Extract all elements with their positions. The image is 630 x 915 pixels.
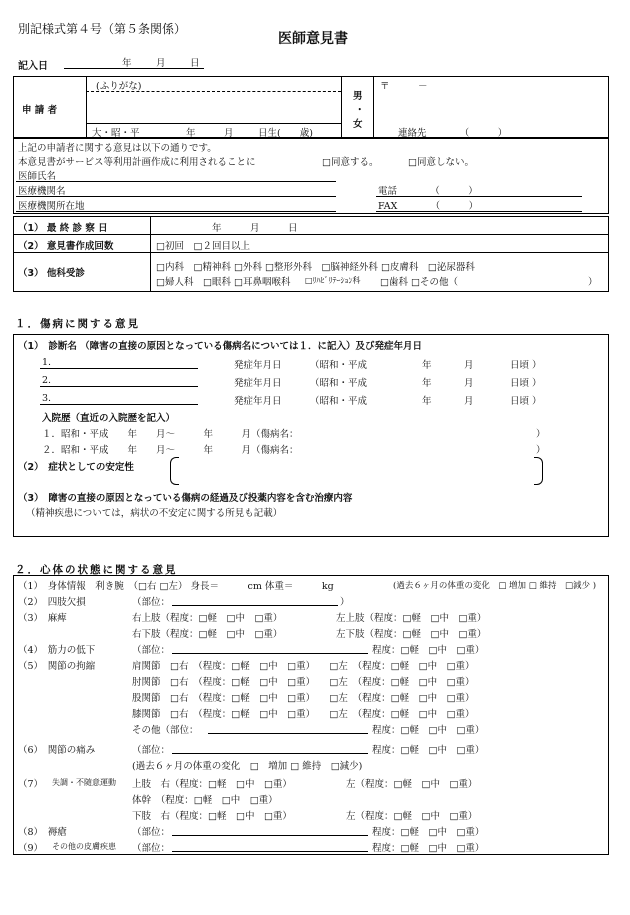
- skin-disease-label: その他の皮膚疾患: [52, 842, 116, 851]
- report-count-label: （2） 意見書作成回数: [18, 241, 114, 252]
- joint-pain-part: （部位：: [132, 745, 171, 756]
- onset-label-1: 発症年月日: [234, 360, 282, 371]
- limb-loss-close: ）: [340, 597, 350, 608]
- muscle-weakness-degree[interactable]: 程度：□軽 □中 □重）: [372, 645, 485, 656]
- form-number: 別記様式第４号（第５条関係）: [18, 22, 187, 36]
- treatment-label: （3） 障害の直接の原因となっている傷病の経過及び投薬内容を含む治療内容: [18, 493, 353, 504]
- stability-bracket-right: [534, 457, 543, 485]
- muscle-weakness-part: （部位：: [132, 645, 171, 656]
- onset-era-3[interactable]: （昭和・平成: [310, 396, 368, 407]
- body-info-line[interactable]: （1） 身体情報 利き腕 （□右 □左） 身長＝ cm 体重＝ kg: [18, 581, 334, 592]
- entry-date-field[interactable]: [64, 68, 204, 69]
- diagnosis-2: 2.: [42, 375, 52, 386]
- birth-era: 大・昭・平: [92, 128, 140, 139]
- other-dept-options-2a[interactable]: □婦人科 □眼科 □耳鼻咽喉科: [156, 277, 291, 288]
- joint-pain-degree[interactable]: 程度：□軽 □中 □重）: [372, 745, 485, 756]
- phone-field[interactable]: [376, 196, 582, 197]
- ataxia-upper-right[interactable]: 上肢 右（程度：□軽 □中 □重）: [132, 779, 292, 790]
- joint-other-field[interactable]: [208, 733, 368, 734]
- joint-shoulder[interactable]: 肩関節 □右 （程度：□軽 □中 □重） □左 （程度：□軽 □中 □重）: [132, 661, 475, 672]
- institution-field[interactable]: [16, 196, 336, 197]
- ataxia-num: （7）: [18, 779, 44, 790]
- joint-pain-label: （6） 関節の痛み: [18, 745, 96, 756]
- muscle-weakness-label: （4） 筋力の低下: [18, 645, 96, 656]
- consent-disagree-checkbox[interactable]: □同意しない。: [408, 157, 474, 168]
- report-count-options[interactable]: □初回 □２回目以上: [156, 241, 250, 252]
- skin-disease-degree[interactable]: 程度：□軽 □中 □重）: [372, 843, 485, 854]
- ataxia-trunk[interactable]: 体幹 （程度：□軽 □中 □重）: [132, 795, 278, 806]
- birth-month: 月: [224, 128, 234, 139]
- doctor-name-label: 医師氏名: [18, 171, 57, 182]
- joint-knee[interactable]: 膝関節 □右 （程度：□軽 □中 □重） □左 （程度：□軽 □中 □重）: [132, 709, 475, 720]
- fax-label[interactable]: FAX （ ）: [378, 201, 479, 212]
- ataxia-label: 失調・不随意運動: [52, 778, 116, 787]
- onset-year-2: 年: [422, 378, 432, 389]
- ataxia-lower-right[interactable]: 下肢 右（程度：□軽 □中 □重）: [132, 811, 292, 822]
- stability-label: （2） 症状としての安定性: [18, 462, 134, 473]
- sex-male[interactable]: 男: [353, 91, 363, 102]
- joint-pain-note[interactable]: (過去６ヶ月の体重の変化 □ 増加 □ 維持 □減少): [132, 761, 363, 772]
- entry-year: 年: [122, 58, 132, 69]
- entry-day: 日: [190, 58, 200, 69]
- paralysis-label: （3） 麻痺: [18, 613, 67, 624]
- stability-field[interactable]: [180, 460, 530, 482]
- hospitalization-heading: 入院歴（直近の入院歴を記入）: [42, 413, 176, 424]
- onset-month-3: 月: [464, 396, 474, 407]
- applicant-label: 申 請 者: [22, 105, 58, 116]
- limb-loss-field[interactable]: [172, 605, 338, 606]
- limb-loss-part: （部位：: [132, 597, 171, 608]
- diagnosis-3-field[interactable]: [40, 404, 198, 405]
- stability-bracket-left: [170, 457, 179, 485]
- entry-date-label: 記入日: [18, 61, 48, 72]
- postal-code[interactable]: 〒 －: [380, 81, 428, 92]
- bedsore-part: （部位：: [132, 827, 171, 838]
- birth-year: 年: [186, 128, 196, 139]
- ataxia-lower-left[interactable]: 左（程度：□軽 □中 □重）: [346, 811, 478, 822]
- onset-era-1[interactable]: （昭和・平成: [310, 360, 368, 371]
- onset-day-3: 日頃 ）: [510, 396, 542, 407]
- furigana-label[interactable]: (ふりがな): [96, 81, 142, 92]
- onset-year-3: 年: [422, 396, 432, 407]
- consent-line1: 上記の申請者に関する意見は以下の通りです。: [18, 143, 217, 154]
- onset-month-2: 月: [464, 378, 474, 389]
- diagnosis-heading: （1） 診断名 （障害の直接の原因となっている傷病名については１．に記入）及び発症年月日: [18, 341, 422, 352]
- bedsore-degree[interactable]: 程度：□軽 □中 □重）: [372, 827, 485, 838]
- bedsore-label: （8） 褥瘡: [18, 827, 67, 838]
- skin-disease-part: （部位：: [132, 843, 171, 854]
- other-dept-options-1[interactable]: □内科 □精神科 □外科 □整形外科 □脳神経外科 □皮膚科 □泌尿器科: [156, 262, 475, 273]
- joint-elbow[interactable]: 肘関節 □右 （程度：□軽 □中 □重） □左 （程度：□軽 □中 □重）: [132, 677, 475, 688]
- joint-hip[interactable]: 股関節 □右 （程度：□軽 □中 □重） □左 （程度：□軽 □中 □重）: [132, 693, 475, 704]
- sex-female[interactable]: 女: [353, 119, 363, 130]
- onset-day-2: 日頃 ）: [510, 378, 542, 389]
- hospitalization-1-close: ）: [536, 429, 546, 440]
- weight-change-note[interactable]: (過去６ヶ月の体重の変化 □ 増加 □ 維持 □減少 ): [393, 581, 597, 591]
- onset-label-2: 発症年月日: [234, 378, 282, 389]
- sex-dot: ・: [355, 105, 365, 116]
- treatment-field[interactable]: [20, 518, 605, 534]
- joint-other: その他（部位：: [132, 725, 199, 736]
- other-dept-label: （3） 他科受診: [18, 268, 85, 279]
- onset-day-1: 日頃 ）: [510, 360, 542, 371]
- onset-era-2[interactable]: （昭和・平成: [310, 378, 368, 389]
- hospitalization-1[interactable]: １．昭和・平成 年 月～ 年 月（傷病名：: [42, 429, 299, 440]
- onset-year-1: 年: [422, 360, 432, 371]
- ataxia-upper-left[interactable]: 左（程度：□軽 □中 □重）: [346, 779, 478, 790]
- other-dept-options-2c[interactable]: □歯科 □その他（: [380, 277, 458, 288]
- last-exam-label: （1） 最 終 診 察 日: [18, 223, 108, 234]
- section1-title: １．傷病に関する意見: [15, 318, 140, 330]
- skin-disease-field[interactable]: [172, 851, 368, 852]
- consent-agree-checkbox[interactable]: □同意する。: [322, 157, 379, 168]
- bedsore-field[interactable]: [172, 835, 368, 836]
- hospitalization-2-close: ）: [536, 445, 546, 456]
- contact-label[interactable]: 連絡先 （ ）: [398, 128, 508, 139]
- section2-title: ２．心体の状態に関する意見: [15, 564, 178, 576]
- diagnosis-1-field[interactable]: [40, 368, 198, 369]
- onset-month-1: 月: [464, 360, 474, 371]
- onset-label-3: 発症年月日: [234, 396, 282, 407]
- paralysis-right-arm[interactable]: 右上肢（程度：□軽 □中 □重）: [132, 613, 283, 624]
- paralysis-right-leg[interactable]: 右下肢（程度：□軽 □中 □重）: [132, 629, 283, 640]
- fax-field[interactable]: [376, 211, 582, 212]
- skin-num: （9）: [18, 843, 44, 854]
- birth-day-age: 日生( 歳): [258, 128, 313, 139]
- limb-loss-label: （2） 四肢欠損: [18, 597, 86, 608]
- institution-label: 医療機関名: [18, 186, 66, 197]
- entry-month: 月: [156, 58, 166, 69]
- joint-contracture-label: （5） 関節の拘縮: [18, 661, 96, 672]
- address-label: 医療機関所在地: [18, 201, 85, 212]
- other-dept-rehab[interactable]: □ﾘﾊﾋﾞﾘﾃｰｼｮﾝ科: [305, 276, 361, 285]
- paralysis-left-leg[interactable]: 左下肢（程度：□軽 □中 □重）: [336, 629, 487, 640]
- diagnosis-3: 3.: [42, 393, 52, 404]
- consent-line2: 本意見書がサービス等利用計画作成に利用されることに: [18, 157, 256, 168]
- muscle-weakness-field[interactable]: [172, 653, 368, 654]
- phone-label[interactable]: 電話 （ ）: [378, 186, 478, 197]
- joint-pain-field[interactable]: [172, 753, 368, 754]
- other-dept-close: ）: [588, 277, 598, 288]
- diagnosis-1: 1.: [42, 357, 52, 368]
- joint-other-degree[interactable]: 程度：□軽 □中 □重）: [372, 725, 485, 736]
- treatment-note: （精神疾患については，病状の不安定に関する所見も記載）: [26, 508, 283, 519]
- page-title: 医師意見書: [278, 31, 348, 47]
- paralysis-left-arm[interactable]: 左上肢（程度：□軽 □中 □重）: [336, 613, 487, 624]
- diagnosis-2-field[interactable]: [40, 386, 198, 387]
- last-exam-date[interactable]: 年 月 日: [212, 223, 298, 234]
- hospitalization-2[interactable]: ２．昭和・平成 年 月～ 年 月（傷病名：: [42, 445, 299, 456]
- address-field[interactable]: [16, 211, 336, 212]
- doctor-name-field[interactable]: [16, 181, 336, 182]
